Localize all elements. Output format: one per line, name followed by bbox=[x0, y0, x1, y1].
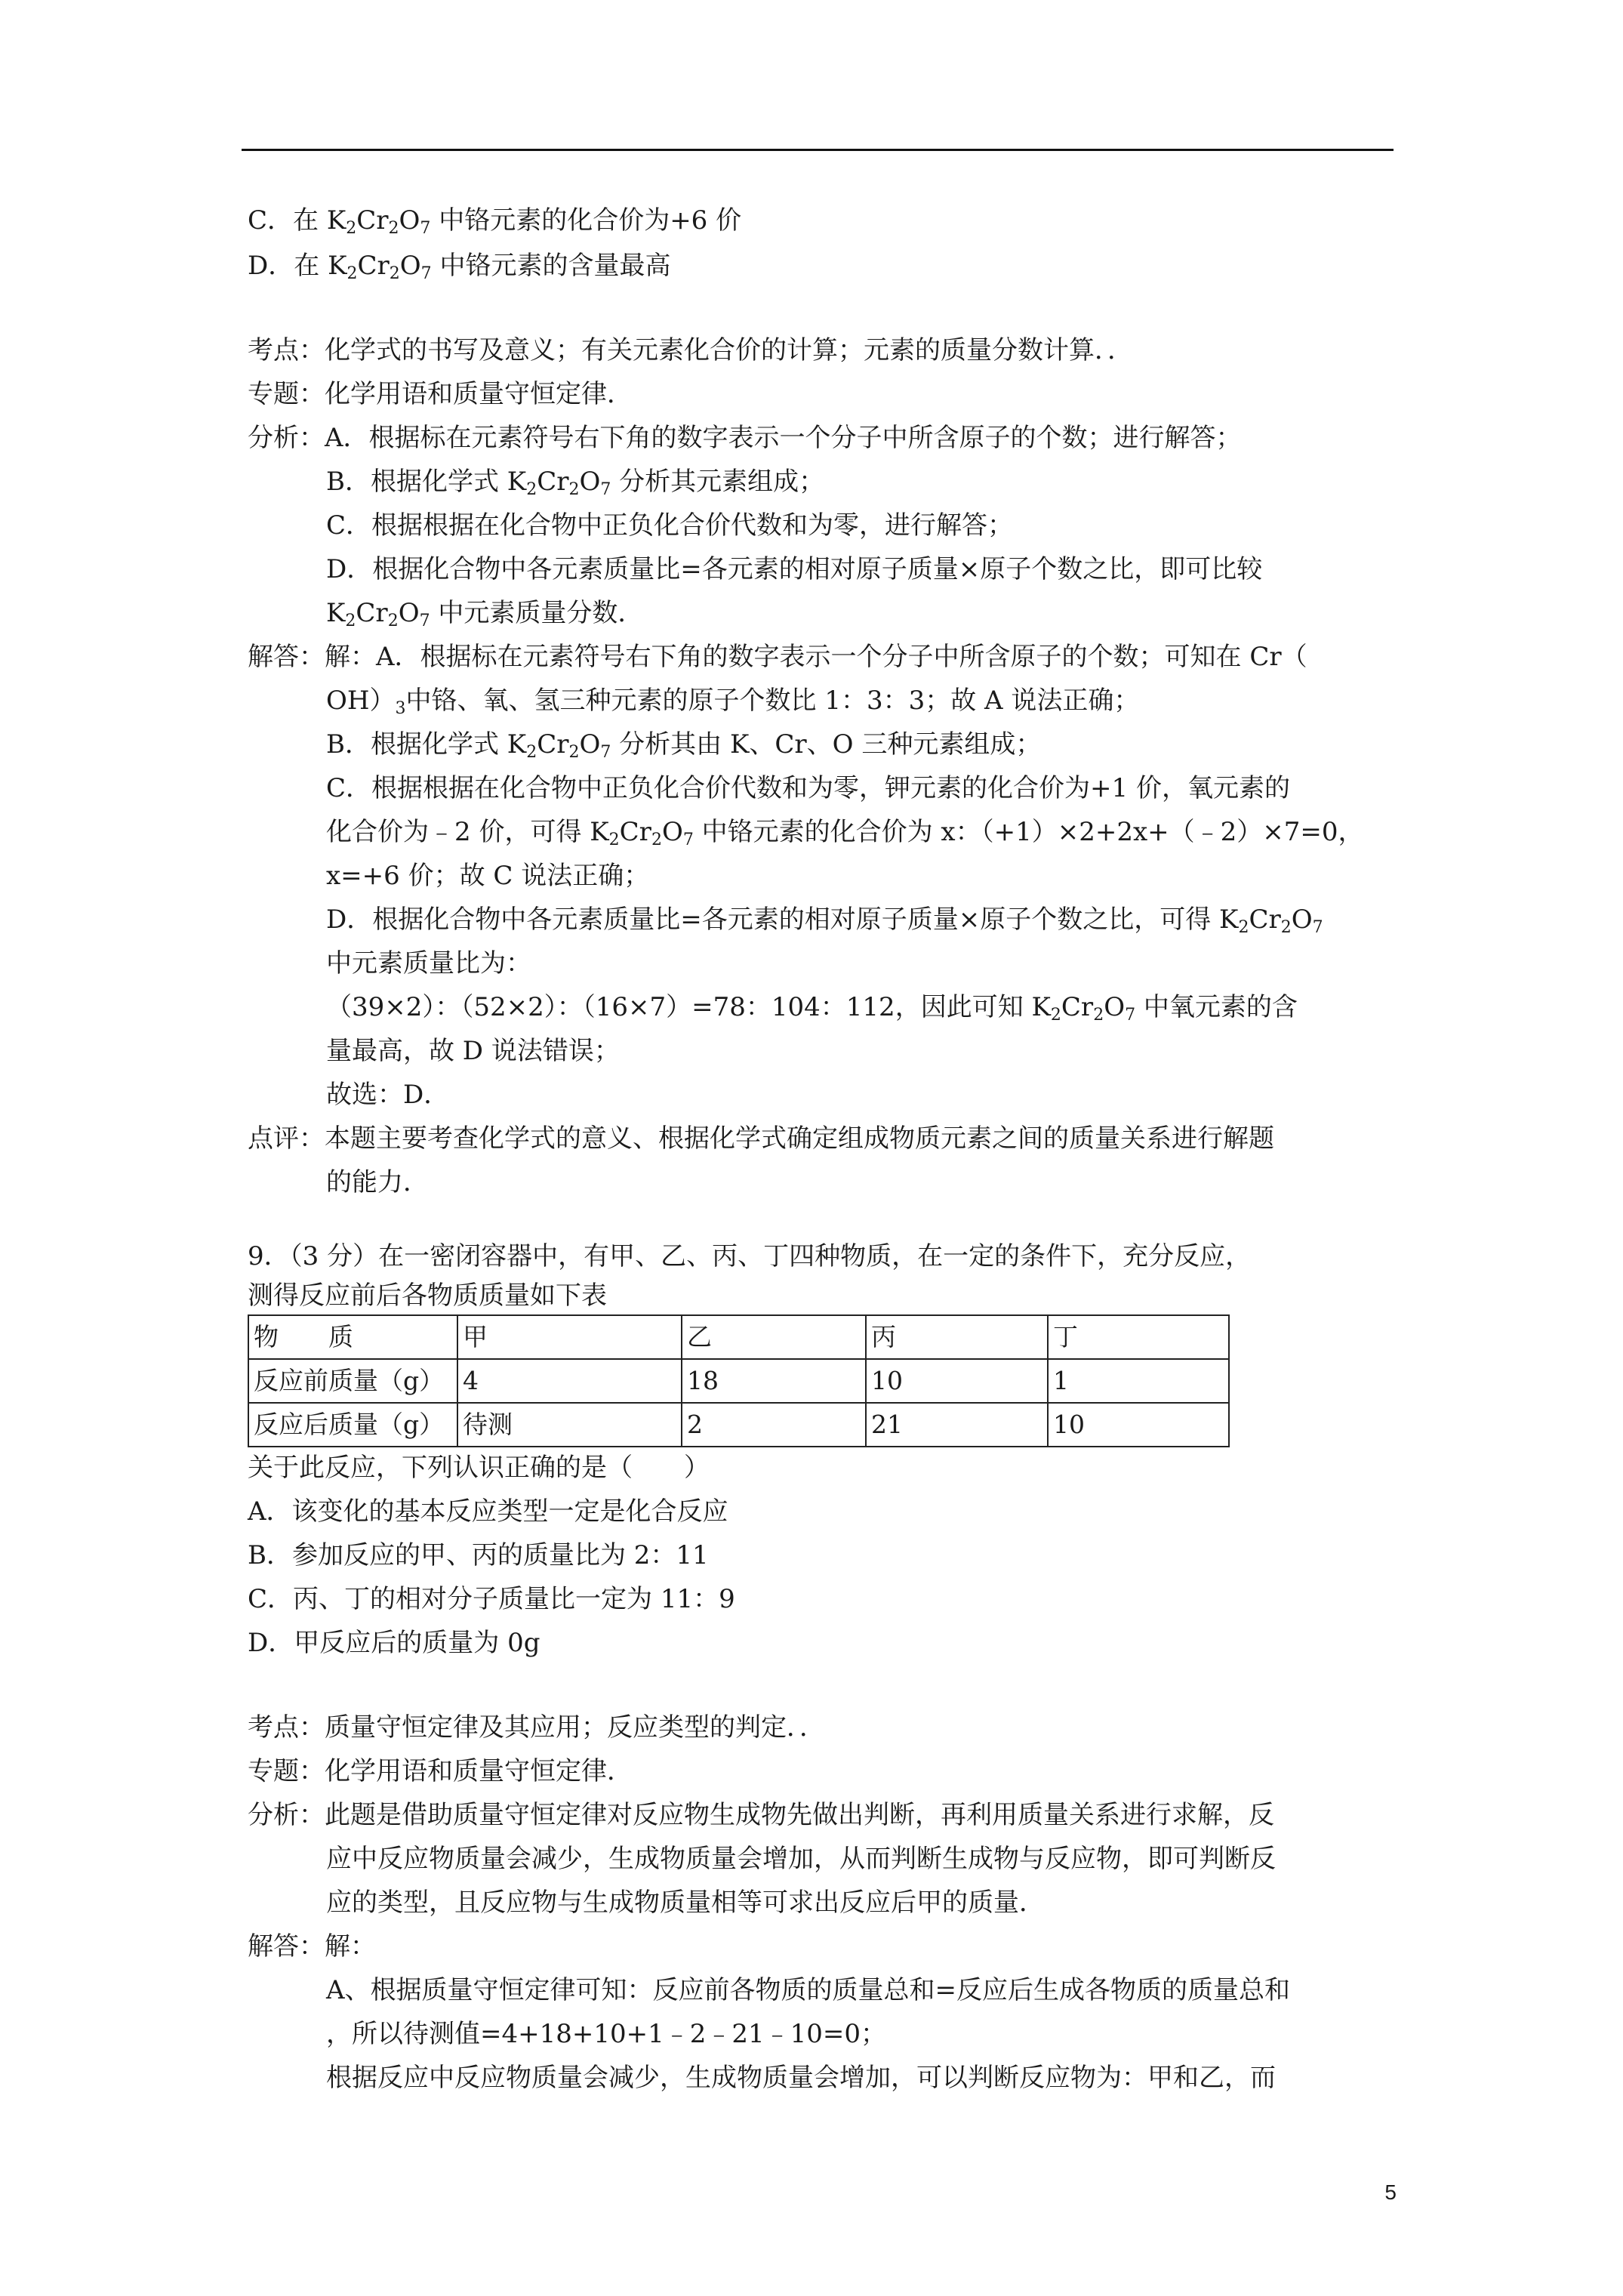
q9-option-a: A．该变化的基本反应类型一定是化合反应 bbox=[248, 1496, 728, 1527]
q8-kaodian: 考点：化学式的书写及意义；有关元素化合价的计算；元素的质量分数计算．． bbox=[248, 335, 1133, 365]
q8-jieda-d2: 中元素质量比为： bbox=[326, 948, 531, 978]
table-cell: 乙 bbox=[682, 1315, 866, 1359]
q8-fenxi-d1: D．根据化合物中各元素质量比=各元素的相对原子质量×原子个数之比，即可比较 bbox=[326, 554, 1263, 584]
q8-dianping-2: 的能力． bbox=[326, 1167, 429, 1197]
q9-stem-2: 测得反应前后各物质质量如下表 bbox=[248, 1281, 607, 1311]
formula-k2cr2o7: $K_2Cr_2O_7$ bbox=[590, 817, 694, 849]
table-cell: 10 bbox=[866, 1359, 1048, 1403]
q8-option-d: D．在 $K_2Cr_2O_7$ 中铬元素的含量最高 bbox=[248, 251, 671, 283]
table-cell: 1 bbox=[1048, 1359, 1229, 1403]
page-number: 5 bbox=[1384, 2180, 1397, 2204]
q9-stem-1: 9．（3 分）在一密闭容器中，有甲、乙、丙、丁四种物质，在一定的条件下，充分反应， bbox=[248, 1241, 1252, 1271]
q9-jieda-a3: 根据反应中反应物质量会减少，生成物质量会增加，可以判断反应物为：甲和乙，而 bbox=[326, 2063, 1276, 2093]
q8-jieda-c3: x=+6 价；故 C 说法正确； bbox=[326, 861, 650, 891]
q8-option-c: C．在 $K_2Cr_2O_7$ 中铬元素的化合价为+6 价 bbox=[248, 205, 742, 238]
q9-jieda: 解答：解： bbox=[248, 1931, 376, 1962]
q8-jieda-d3: （39×2）：（52×2）：（16×7）=78：104：112，因此可知 $K_2Cr_2O_7$ 中氧元素的含 bbox=[326, 992, 1298, 1025]
formula-k2cr2o7: $K_2Cr_2O_7$ bbox=[328, 251, 432, 283]
table-header-row bbox=[248, 1315, 1229, 1359]
q9-zhuanti: 专题：化学用语和质量守恒定律． bbox=[248, 1756, 633, 1786]
table-cell: 待测 bbox=[457, 1403, 682, 1447]
q9-jieda-a2: ，所以待测值=4+18+10+1﹣2﹣21﹣10=0； bbox=[326, 2019, 887, 2049]
q9-question: 关于此反应，下列认识正确的是（ ） bbox=[248, 1453, 710, 1483]
q9-fenxi-2: 应中反应物质量会减少，生成物质量会增加，从而判断生成物与反应物，即可判断反 bbox=[326, 1844, 1276, 1874]
q8-jieda-d1: D．根据化合物中各元素质量比=各元素的相对原子质量×原子个数之比，可得 $K_2Cr_2O_7$ bbox=[326, 905, 1323, 937]
q8-jieda-a2: $OH)_3$中铬、氧、氢三种元素的原子个数比 1：3：3；故 A 说法正确； bbox=[326, 686, 1140, 718]
q9-option-b: B．参加反应的甲、丙的质量比为 2：11 bbox=[248, 1540, 709, 1570]
formula-k2cr2o7: $K_2Cr_2O_7$ bbox=[326, 205, 431, 238]
q8-jieda-c2: 化合价为﹣2 价，可得 $K_2Cr_2O_7$ 中铬元素的化合价为 x：（+1）×2+2x+（﹣2）×7=0， bbox=[326, 817, 1364, 849]
table-cell: 丁 bbox=[1048, 1315, 1229, 1359]
q9-option-c: C．丙、丁的相对分子质量比一定为 11：9 bbox=[248, 1584, 735, 1614]
formula-k2cr2o7: $K_2Cr_2O_7$ bbox=[507, 467, 611, 499]
table-cell: 反应后质量（g） bbox=[248, 1403, 457, 1447]
table-row bbox=[248, 1359, 1229, 1403]
formula-k2cr2o7: $K_2Cr_2O_7$ bbox=[507, 729, 611, 762]
q9-jieda-a1: A、根据质量守恒定律可知：反应前各物质的质量总和=反应后生成各物质的质量总和 bbox=[326, 1975, 1291, 2005]
q8-fenxi-d2: $K_2Cr_2O_7$ 中元素质量分数． bbox=[326, 598, 644, 630]
q9-option-d: D．甲反应后的质量为 0g bbox=[248, 1628, 540, 1658]
q8-dianping-1: 点评：本题主要考查化学式的意义、根据化学式确定组成物质元素之间的质量关系进行解题 bbox=[248, 1123, 1274, 1154]
header-rule bbox=[242, 149, 1394, 151]
formula-k2cr2o7: $K_2Cr_2O_7$ bbox=[1031, 992, 1136, 1025]
table-cell: 4 bbox=[457, 1359, 682, 1403]
q8-zhuanti: 专题：化学用语和质量守恒定律． bbox=[248, 379, 633, 409]
q8-fenxi-b: B．根据化学式 $K_2Cr_2O_7$ 分析其元素组成； bbox=[326, 467, 825, 499]
table-cell: 18 bbox=[682, 1359, 866, 1403]
table-cell: 甲 bbox=[457, 1315, 682, 1359]
mass-table bbox=[248, 1314, 1230, 1447]
q8-answer: 故选：D． bbox=[326, 1080, 450, 1110]
table-cell: 2 bbox=[682, 1403, 866, 1447]
q8-jieda-b: B．根据化学式 $K_2Cr_2O_7$ 分析其由 K、Cr、O 三种元素组成； bbox=[326, 729, 1042, 762]
table-cell: 物 质 bbox=[248, 1315, 457, 1359]
q9-kaodian: 考点：质量守恒定律及其应用；反应类型的判定．． bbox=[248, 1712, 825, 1743]
table-cell: 丙 bbox=[866, 1315, 1048, 1359]
q8-fenxi-c: C．根据根据在化合物中正负化合价代数和为零，进行解答； bbox=[326, 510, 1014, 541]
formula-k2cr2o7: $K_2Cr_2O_7$ bbox=[326, 598, 430, 630]
q8-jieda-d4: 量最高，故 D 说法错误； bbox=[326, 1036, 620, 1066]
q9-fenxi-3: 应的类型，且反应物与生成物质量相等可求出反应后甲的质量． bbox=[326, 1888, 1045, 1918]
table-cell: 21 bbox=[866, 1403, 1048, 1447]
table-row bbox=[248, 1403, 1229, 1447]
q9-fenxi-1: 分析：此题是借助质量守恒定律对反应物生成物先做出判断，再利用质量关系进行求解，反 bbox=[248, 1800, 1274, 1830]
q8-fenxi-a: 分析：A．根据标在元素符号右下角的数字表示一个分子中所含原子的个数；进行解答； bbox=[248, 423, 1242, 453]
q8-jieda-a1: 解答：解：A．根据标在元素符号右下角的数字表示一个分子中所含原子的个数；可知在 Cr（ bbox=[248, 642, 1307, 672]
table-cell: 反应前质量（g） bbox=[248, 1359, 457, 1403]
table-cell: 10 bbox=[1048, 1403, 1229, 1447]
q8-jieda-c1: C．根据根据在化合物中正负化合价代数和为零，钾元素的化合价为+1 价，氧元素的 bbox=[326, 773, 1290, 803]
formula-k2cr2o7: $K_2Cr_2O_7$ bbox=[1219, 905, 1323, 937]
